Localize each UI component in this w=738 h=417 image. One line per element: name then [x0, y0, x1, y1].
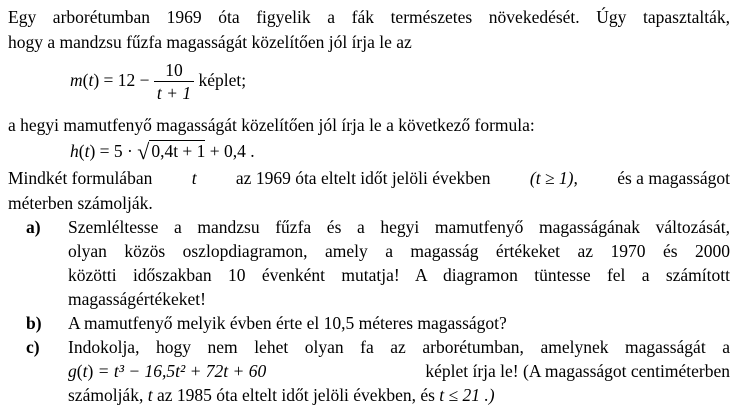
both-line-1-var: t	[191, 168, 197, 188]
task-b-label: b)	[26, 313, 42, 333]
both-line-1a: Mindkét formulában	[8, 168, 153, 188]
formula-h-radicand: 0,4t + 1	[151, 141, 206, 161]
formula-g-arg: t	[82, 361, 88, 381]
formula-g: g(t) = t³ − 16,5t² + 72t + 60	[68, 361, 267, 381]
task-c-line-1: Indokolja, hogy nem lehet olyan fa az arborétumban, amelynek magasságát a	[68, 337, 730, 357]
both-line-1c: és a magasságot	[617, 168, 730, 188]
formula-m-numerator: 10	[154, 59, 194, 82]
task-a-label: a)	[26, 217, 41, 237]
task-c-line-3b: az 1985 óta eltelt időt jelöli években, és	[156, 385, 435, 405]
formula-g-lhs: g	[68, 361, 77, 381]
formula-m-arg: t	[88, 70, 94, 90]
intro-line-1: Egy arborétumban 1969 óta figyelik a fák természetes növekedését. Úgy tapasztalták,	[8, 7, 730, 27]
task-c-line-3-cond: t ≤ 21 .)	[439, 385, 495, 405]
formula-h-rhs-b: + 0,4 .	[209, 141, 255, 161]
task-c-line-2-text: képlet írja le! (A magasságot centiméterben	[425, 361, 730, 381]
both-line-1-cond: (t ≥ 1),	[529, 168, 578, 188]
formula-g-rhs: = t³ − 16,5t² + 72t + 60	[97, 361, 267, 381]
both-line-1b: az 1969 óta eltelt időt jelöli években	[235, 168, 491, 188]
both-line-2: méterben számolják.	[8, 193, 153, 213]
task-a-line-4: magasságértékeket!	[68, 289, 206, 309]
formula-h: h(t) = 5 · √ 0,4t + 1 + 0,4 .	[70, 139, 255, 164]
task-c-label: c)	[26, 337, 40, 357]
intro-line-2: hogy a mandzsu fűzfa magasságát közelítően jól írja le az	[8, 32, 412, 52]
formula-m-rhs: = 12 −	[103, 70, 150, 90]
formula-m-suffix: képlet;	[198, 70, 247, 90]
task-c-line-3-var: t	[147, 385, 153, 405]
formula-m-lhs: m	[70, 70, 83, 90]
formula-h-rhs-a: = 5 ·	[99, 141, 133, 161]
task-c-line-3	[68, 384, 495, 406]
middle-line: a hegyi mamutfenyő magasságát közelítően jól írja le a következő formula:	[8, 115, 535, 135]
sqrt-icon: √	[137, 139, 150, 164]
task-a-line-1: Szemléltesse a mandzsu fűzfa és a hegyi mamutfenyő magasságának változását,	[68, 217, 730, 237]
formula-m-fraction	[154, 59, 194, 104]
task-a-line-3: közötti időszakban 10 évenként mutatja! A diagramon tüntesse fel a számított	[68, 265, 730, 285]
formula-m: m(t) = 12 − $\frac{10}{t + 1}$ képlet;	[70, 60, 247, 104]
task-a-line-2: olyan közös oszlopdiagramon, amely a magasság értékeket az 1970 és 2000	[68, 241, 730, 261]
formula-h-arg: t	[84, 141, 90, 161]
task-b-line-1: A mamutfenyő melyik évben érte el 10,5 méteres magasságot?	[68, 313, 507, 333]
task-c-line-2	[68, 360, 730, 382]
task-c-line-3a: számolják,	[68, 385, 144, 405]
formula-m-denominator: t + 1	[156, 83, 192, 104]
formula-h-lhs: h	[70, 141, 79, 161]
both-line-1	[8, 167, 730, 189]
